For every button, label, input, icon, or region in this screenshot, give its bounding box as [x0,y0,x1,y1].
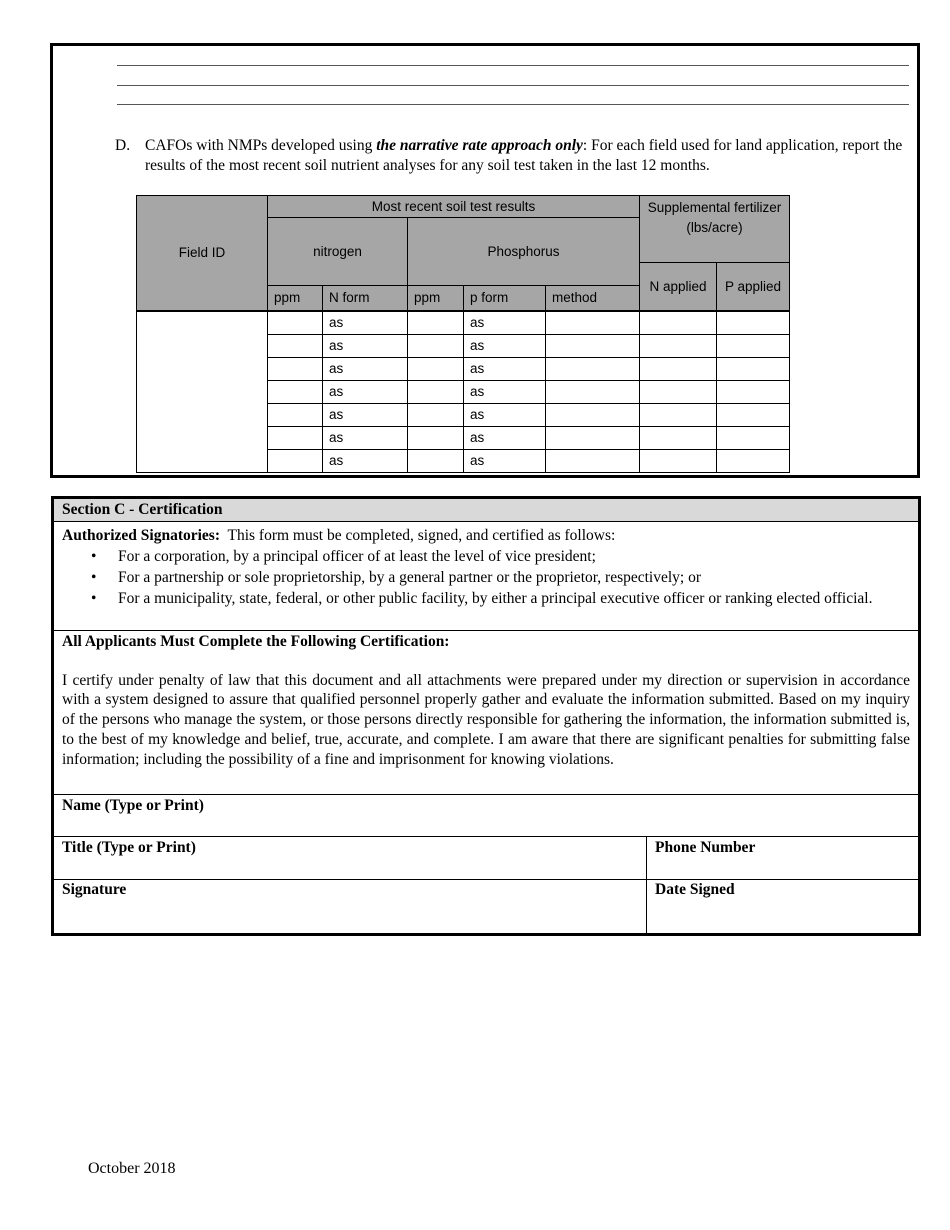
signature-label: Signature [62,881,127,898]
p-form-cell[interactable]: as [464,311,546,335]
header-method: method [546,286,640,311]
section-d-box [50,43,920,478]
header-p-applied: P applied [717,263,790,311]
item-d-text-before: CAFOs with NMPs developed using [145,137,377,154]
header-ppm-nitrogen: ppm [268,286,323,311]
header-ppm-phosphorus: ppm [408,286,464,311]
phone-label: Phone Number [655,839,756,856]
signatory-item [91,567,910,588]
p-applied-cell[interactable] [717,426,790,449]
p-form-cell[interactable]: as [464,403,546,426]
item-d-text-emphasis: the narrative rate approach only [376,137,583,154]
header-soil-test-results: Most recent soil test results [268,196,640,218]
p-form-cell[interactable]: as [464,334,546,357]
p-form-cell[interactable]: as [464,449,546,472]
n-form-cell[interactable]: as [323,380,408,403]
method-cell[interactable] [546,311,640,335]
method-cell[interactable] [546,449,640,472]
footer-date: October 2018 [88,1160,176,1177]
section-c-title: Section C - Certification [54,499,918,522]
ppm-p-cell[interactable] [408,403,464,426]
item-d-text [145,136,915,176]
bullet-icon: • [91,548,97,565]
header-nitrogen: nitrogen [268,218,408,286]
ppm-n-cell[interactable] [268,334,323,357]
n-form-cell[interactable]: as [323,334,408,357]
date-signed-field[interactable] [647,879,918,933]
p-applied-cell[interactable] [717,311,790,335]
ppm-p-cell[interactable] [408,380,464,403]
header-n-applied: N applied [640,263,717,311]
signatory-list [62,546,910,609]
signatory-item [91,546,910,567]
phone-field[interactable] [647,837,918,879]
title-phone-row [54,837,918,880]
signatory-item [91,588,910,609]
ppm-p-cell[interactable] [408,426,464,449]
signatory-item-text: For a corporation, by a principal officer of at least the level of vice president; [118,548,596,565]
ppm-p-cell[interactable] [408,357,464,380]
n-form-cell[interactable]: as [323,449,408,472]
n-applied-cell[interactable] [640,380,717,403]
p-applied-cell[interactable] [717,357,790,380]
soil-test-table [136,195,790,473]
method-cell[interactable] [546,334,640,357]
answer-line-1[interactable] [117,65,909,66]
table-row [137,311,790,335]
p-applied-cell[interactable] [717,403,790,426]
header-field-id: Field ID [137,196,268,311]
answer-line-2[interactable] [117,85,909,86]
n-applied-cell[interactable] [640,334,717,357]
method-cell[interactable] [546,426,640,449]
authorized-signatories [54,523,918,631]
item-d-text-after: : For each field used for land application, report the results of the most recent soil nutrient analyses for any soil test taken in the last 12 months. [145,137,903,174]
item-d-instructions [115,136,915,176]
authorized-signatories-label: Authorized Signatories: [62,527,221,544]
certification-text: I certify under penalty of law that this document and all attachments were prepared under my direction or supervision in accordance with a system designed to assure that qualified personnel properly gather and evaluate the information submitted. Based on my inquiry of the persons who manage the system, or those persons directly responsible for gathering the information, the information submitted is, to the best of my knowledge and belief, true, accurate, and complete. I am aware that there are significant penalties for submitting false information; including the possibility of a fine and imprisonment for knowing violations. [62,671,910,768]
field-id-cell[interactable] [137,311,268,473]
header-n-form: N form [323,286,408,311]
n-applied-cell[interactable] [640,449,717,472]
n-applied-cell[interactable] [640,311,717,335]
n-applied-cell[interactable] [640,403,717,426]
ppm-n-cell[interactable] [268,449,323,472]
answer-line-3[interactable] [117,104,909,105]
p-form-cell[interactable]: as [464,380,546,403]
n-form-cell[interactable]: as [323,426,408,449]
ppm-n-cell[interactable] [268,380,323,403]
certification-heading: All Applicants Must Complete the Following Certification: [62,633,450,650]
ppm-p-cell[interactable] [408,334,464,357]
ppm-n-cell[interactable] [268,403,323,426]
authorized-signatories-text: This form must be completed, signed, and certified as follows: [220,527,616,544]
ppm-p-cell[interactable] [408,311,464,335]
p-applied-cell[interactable] [717,449,790,472]
p-applied-cell[interactable] [717,380,790,403]
ppm-n-cell[interactable] [268,311,323,335]
date-signed-label: Date Signed [655,881,735,898]
header-p-form: p form [464,286,546,311]
certification-statement [54,631,918,795]
header-supplemental-fertilizer: Supplemental fertilizer (lbs/acre) [640,196,790,263]
n-applied-cell[interactable] [640,426,717,449]
p-form-cell[interactable]: as [464,357,546,380]
n-form-cell[interactable]: as [323,403,408,426]
p-form-cell[interactable]: as [464,426,546,449]
n-form-cell[interactable]: as [323,311,408,335]
item-d-letter: D. [115,137,131,154]
ppm-n-cell[interactable] [268,357,323,380]
bullet-icon: • [91,569,97,586]
section-c-certification [51,496,921,936]
name-field[interactable] [54,795,918,837]
p-applied-cell[interactable] [717,334,790,357]
ppm-p-cell[interactable] [408,449,464,472]
method-cell[interactable] [546,357,640,380]
signatory-item-text: For a partnership or sole proprietorship, by a general partner or the proprietor, respectively; or [118,569,702,586]
signatory-item-text: For a municipality, state, federal, or other public facility, by either a principal executive officer or ranking elected official. [118,590,873,607]
ppm-n-cell[interactable] [268,426,323,449]
method-cell[interactable] [546,403,640,426]
title-label: Title (Type or Print) [62,839,196,856]
header-phosphorus: Phosphorus [408,218,640,286]
n-applied-cell[interactable] [640,357,717,380]
signature-field[interactable] [54,879,647,933]
n-form-cell[interactable]: as [323,357,408,380]
bullet-icon: • [91,590,97,607]
method-cell[interactable] [546,380,640,403]
name-label: Name (Type or Print) [62,797,204,814]
signature-date-row [54,879,918,933]
title-field[interactable] [54,837,647,879]
